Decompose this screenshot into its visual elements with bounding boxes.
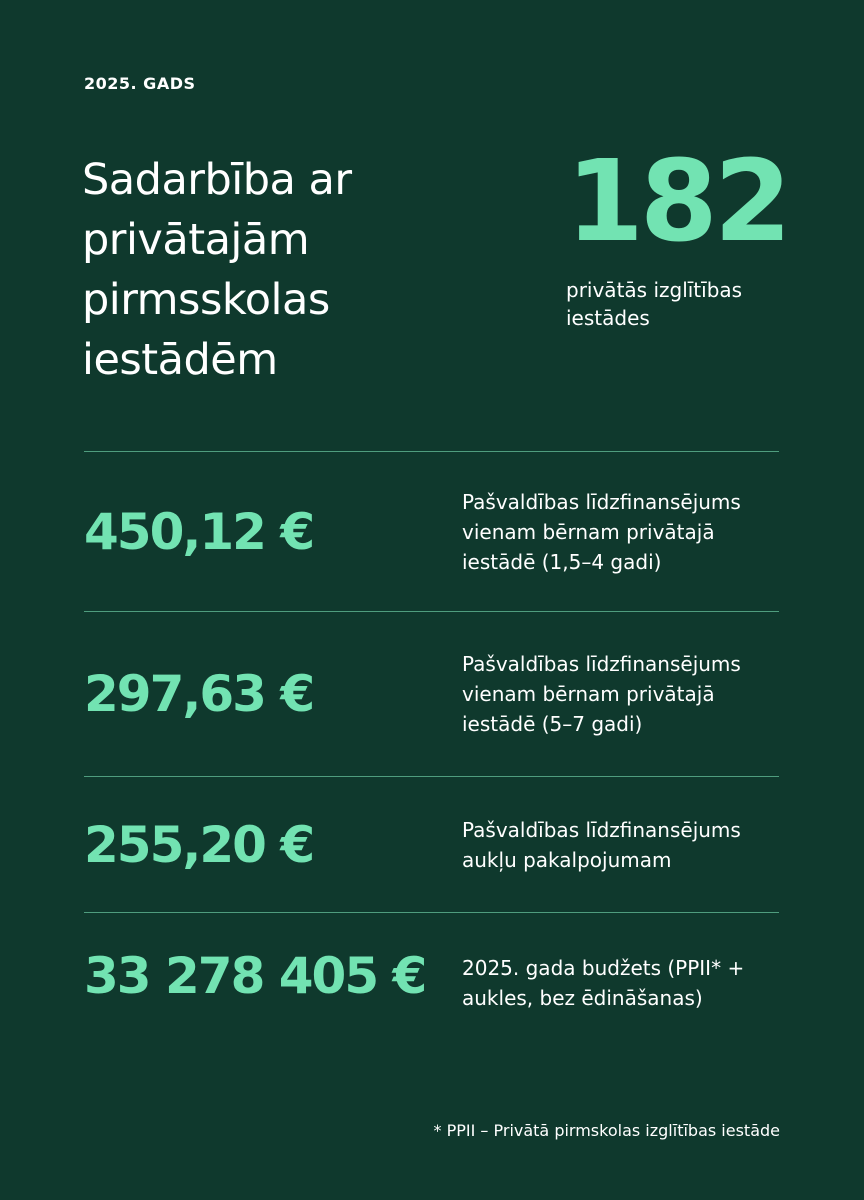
stats-list	[84, 451, 779, 1062]
stat-row	[84, 611, 779, 776]
stat-value: 450,12 €	[84, 502, 314, 561]
stat-description: 2025. gada budžets (PPII* + aukles, bez ēdināšanas)	[462, 956, 745, 1010]
stat-value: 255,20 €	[84, 815, 314, 874]
footnote: * PPII – Privātā pirmskolas izglītības iestāde	[433, 1121, 780, 1140]
hero-number: 182	[566, 137, 788, 267]
stat-description: Pašvaldības līdzfinansējums aukļu pakalpojumam	[462, 817, 741, 872]
stat-row	[84, 912, 779, 1062]
page-title: Sadarbība ar privātajām pirmsskolas iestādēm	[82, 155, 352, 385]
stat-description: Pašvaldības līdzfinansējums vienam bērnam privātajā iestādē (1,5–4 gadi)	[462, 489, 741, 574]
stat-value: 297,63 €	[84, 665, 314, 723]
stat-row	[84, 451, 779, 611]
year-label: 2025. GADS	[84, 74, 196, 93]
stat-row	[84, 776, 779, 912]
hero-caption: privātās izglītības iestādes	[566, 278, 743, 330]
stat-description: Pašvaldības līdzfinansējums vienam bērnam privātajā iestādē (5–7 gadi)	[462, 652, 741, 736]
stat-value: 33 278 405 €	[84, 947, 426, 1005]
hero-stat	[566, 137, 826, 332]
